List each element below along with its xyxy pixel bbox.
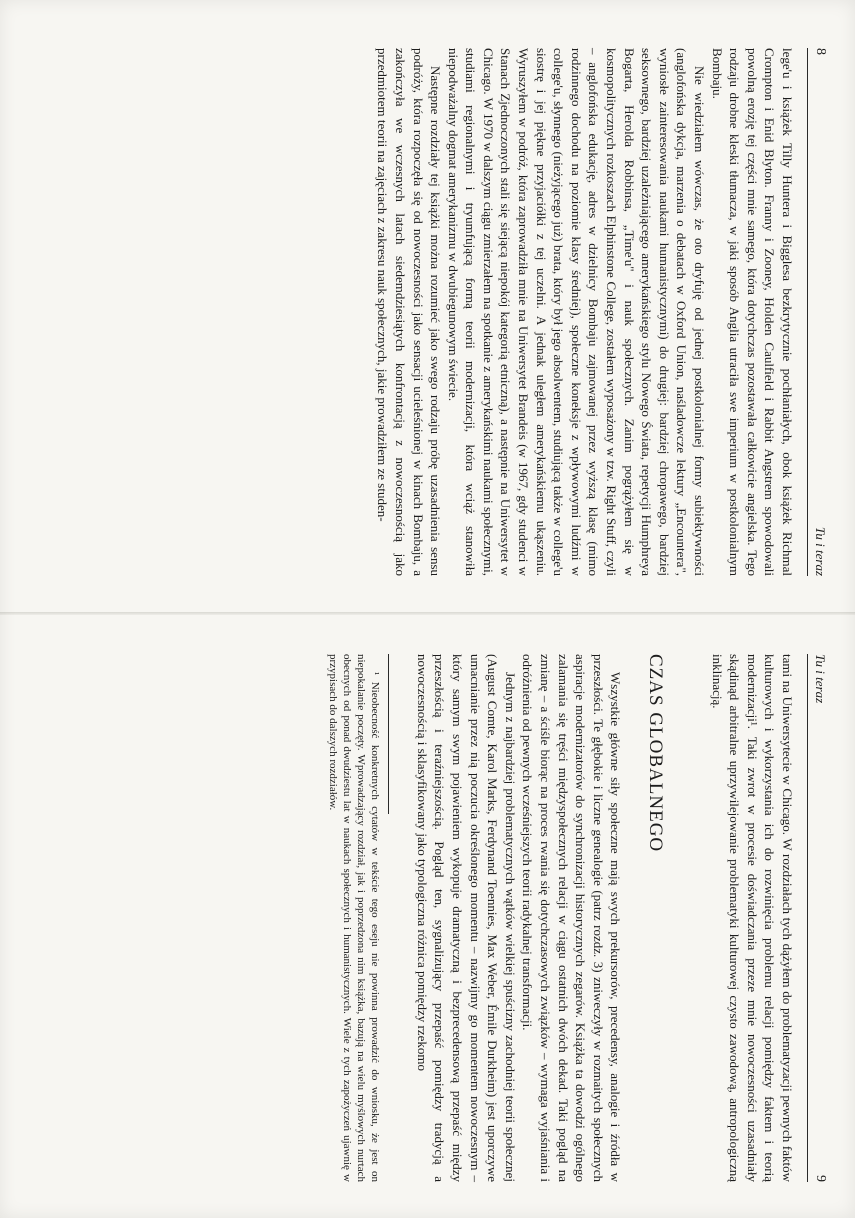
page-body (32, 654, 796, 1182)
paragraph: Nie wiedziałem wówczas, że oto dryfuję od jednej postkolonialnej formy subiektywności (anglofońska dykcja, marzenia o debatach w Oxford Union, naśladowcze lektury „Encountera", wyniosłe zainteresowania naukami humanistycznymi) do drugiej: bardziej chropawego, bardziej seksownego, bardziej uzależniającego amerykańskiego stylu Nowego Świata, repetycji Humphreya Bogarta, Herolda Robbinsa, „Time'u" i nauk społecznych. Zanim pogrążyłem się w kosmopolitycznych rozkoszach Elphinstone College, zostałem wyposażony w tzw. Right Stuff, czyli – anglofońska edukację, adres w dzielnicy Bombaju zajmowanej przez wyższą klasę (mimo rodzinnego dochodu na poziomie klasy średniej), społeczne koneksje z wpływowymi ludźmi w college'u, słynnego (nieżyjącego już) brata, który był jego absolwentem, studiującą także w college'u siostrę i jej piękne przyjaciółki z tej uczelni. A jednak uległem amerykańskiemu ukąszeniu. Wyruszyłem w podróż, która zaprowadziła mnie na Uniwersytet Brandeis (w 1967, gdy studenci w Stanach Zjednoczonych stali się siejącą niepokój kategorią etniczną), a następnie na Uniwersytet w Chicago. W 1970 w dalszym ciągu zmierzałem na spotkanie z amerykańskimi naukami społecznymi, studiami regionalnymi i tryumfującą formą teorii modernizacji, która wciąż stanowiła niepodważalny dogmat amerykanizmu w dwubiegunowym świecie. (445, 48, 708, 576)
paragraph: Jednym z najbardziej problematycznych wątków wielkiej spuścizny zachodniej teorii społecznej (August Comte, Karol Marks, Ferdynand Toennies, Max Weber, Émile Durkheim) jest uporczywe umacnianie przez nią poczucia określonego momentu – nazwijmy go momentem nowoczesnym – który samym swym pojawieniem wykopuje dramatyczną i bezprecedensową przepaść między przeszłością i teraźniejszością. Pogląd ten, sygnalizujący przepaść pomiędzy tradycją a nowoczesnością i sklasyfikowany jako typologiczna różnica pomiędzy rzekomo (414, 654, 518, 1182)
header-rule (807, 48, 808, 576)
page-body (32, 48, 796, 576)
page-number: 8 (813, 48, 828, 55)
page-fold-shadow (0, 612, 855, 615)
running-head: Tu i teraz (813, 526, 828, 576)
paragraph: Wszystkie główne siły społeczne mają swych prekursorów, precedensy, analogie i źródła w przeszłości. Te głębokie i liczne genealogie (patrz rozdz. 3) zniweczyły w rozmaitych społecznych aspiracje modernizatorów do synchronizacji historycznych zegarów. Książka ta dowodzi ogólnego zalamania się tręści międzyspołecznych relacji w ciągu ostatnich dwóch dekad. Taki pogląd na zmianę – a ściśle biorąc na proces rwania się dotychczasowych związków – wymaga wyjaśniania i odróżnienia od pewnych wcześniejszych teorii radykalnej transformacji. (520, 654, 624, 1182)
footnote-rule (388, 654, 389, 814)
section-title: CZAS GLOBALNEGO (645, 654, 667, 853)
paragraph: tami na Uniwersytecie w Chicago. W rozdziałach tych dążyłem do problematyzacji pewnych faktów kulturowych i wykorzystania ich do rozwinięcia problemu relacji pomiędzy faktem i teorią modernizacji¹. Taki zwrot w procesie doświadczania przeze mnie nowoczesności uzasadniały skądinąd arbitralne uprzywilejowanie problematyki kulturowej czysto zawodową, antropologiczną inklinacją. (709, 654, 795, 1182)
page-header (808, 654, 828, 1182)
page-number: 9 (813, 1175, 828, 1182)
book-page-8 (20, 12, 840, 612)
page-header (808, 48, 828, 576)
header-rule (807, 654, 808, 1182)
paragraph: lege'u i książek Tilly Huntera i Bigglesa bezkrytycznie pochłaniałych, obok książek Richmal Crompton i Enid Blyton. Franny i Zooney, Holden Caulfield i Rabbit Angstrem spowodowali powolną erozję tej części mnie samego, która dotychczas pozostawała całkowicie angielska. Tego rodzaju drobne kleski tłumacza, w jaki sposób Anglia utraciła swe imperium w postkolonialnym Bombaju. (709, 48, 795, 576)
footnote: ¹ Nieobecność konkretnych cytatów w tekście tego eseju nie powinna prowadzić do wniosku, że jest on niepokalanie poczęty. Wprowadzający rozdział, jak i poprzedzona nim książka, bazują na wielu myślowych nurtach obecnych od ponad dwudziestu lat w naukach społecznych i humanistycznych. Wiele z tych zapożyczeń ujawnię w przypisach do dalszych rozdziałów. (327, 654, 382, 1182)
running-head: Tu i teraz (813, 654, 828, 704)
paragraph: Następne rozdziały tej książki można rozumieć jako swego rodzaju próbę uzasadnienia sensu podróży, która rozpoczęła się od nowoczesności jako sensacji ucieleśnionej w kinach Bombaju, a zakończyła we wczesnych latach siedemdziesiątych konfrontacją z nowoczesnością jako przedmiotem teorii na zajęciach z zakresu nauk społecznych, jakie prowadziłem ze studen- (375, 48, 444, 576)
book-page-9 (20, 618, 840, 1218)
